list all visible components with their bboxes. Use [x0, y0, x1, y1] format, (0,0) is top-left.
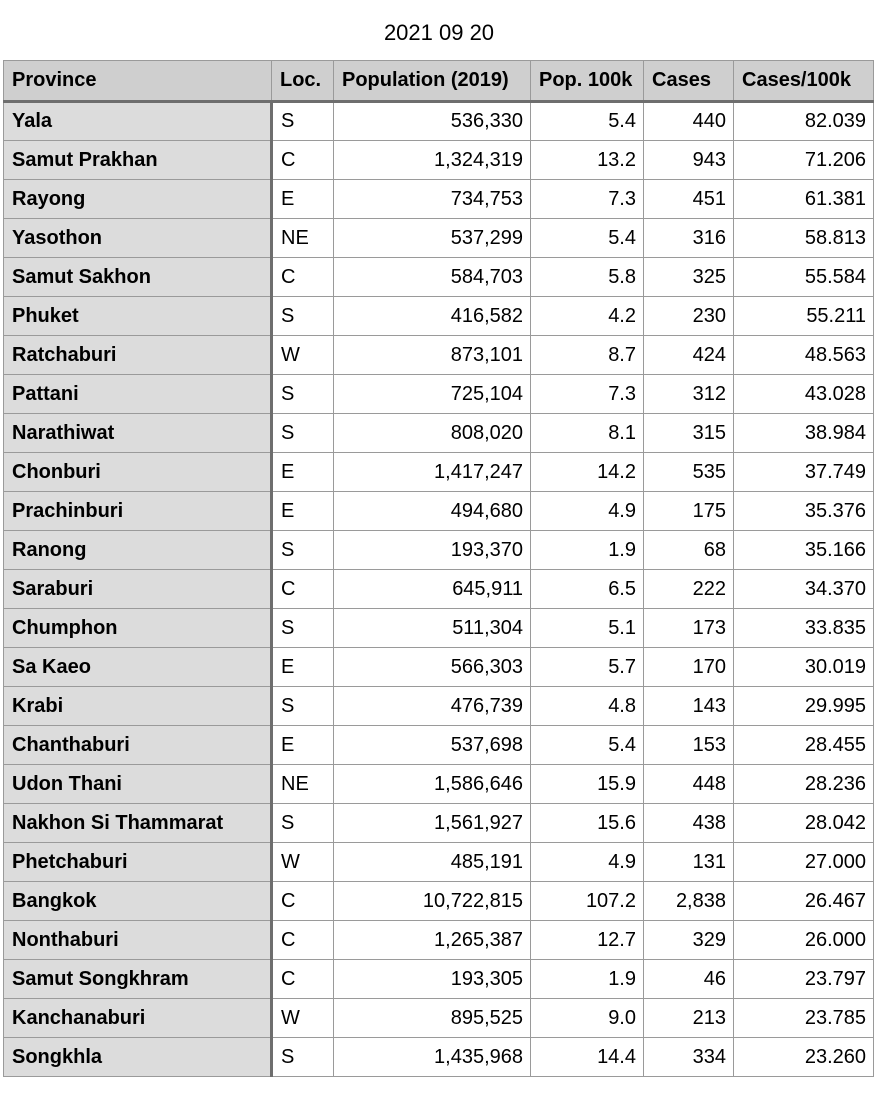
cell-cases[interactable]: 329 [644, 921, 734, 960]
cell-cases-per-100k[interactable]: 35.376 [734, 492, 874, 531]
cell-pop-100k[interactable]: 15.6 [531, 804, 644, 843]
cell-province[interactable]: Ranong [4, 531, 272, 570]
cell-population[interactable]: 895,525 [334, 999, 531, 1038]
cell-population[interactable]: 873,101 [334, 336, 531, 375]
cell-population[interactable]: 1,417,247 [334, 453, 531, 492]
cell-province[interactable]: Prachinburi [4, 492, 272, 531]
cell-location[interactable]: S [272, 687, 334, 726]
cell-population[interactable]: 485,191 [334, 843, 531, 882]
cell-location[interactable]: E [272, 492, 334, 531]
cell-cases-per-100k[interactable]: 30.019 [734, 648, 874, 687]
cell-cases[interactable]: 325 [644, 258, 734, 297]
table-row [4, 804, 874, 843]
table-row [4, 531, 874, 570]
cell-province[interactable]: Chanthaburi [4, 726, 272, 765]
table-row [4, 219, 874, 258]
table-row [4, 687, 874, 726]
cell-population[interactable]: 725,104 [334, 375, 531, 414]
cell-province[interactable]: Narathiwat [4, 414, 272, 453]
table-row [4, 882, 874, 921]
cell-pop-100k[interactable]: 1.9 [531, 531, 644, 570]
cell-cases[interactable]: 230 [644, 297, 734, 336]
cell-cases[interactable]: 312 [644, 375, 734, 414]
cell-population[interactable]: 734,753 [334, 180, 531, 219]
cell-cases-per-100k[interactable]: 35.166 [734, 531, 874, 570]
cell-cases-per-100k[interactable]: 34.370 [734, 570, 874, 609]
cell-pop-100k[interactable]: 14.4 [531, 1038, 644, 1077]
table-row [4, 297, 874, 336]
cell-province[interactable]: Saraburi [4, 570, 272, 609]
cell-province[interactable]: Phetchaburi [4, 843, 272, 882]
cell-province[interactable]: Phuket [4, 297, 272, 336]
cell-location[interactable]: S [272, 102, 334, 141]
cell-province[interactable]: Samut Sakhon [4, 258, 272, 297]
header-population[interactable]: Population (2019) [334, 61, 531, 102]
cell-cases-per-100k[interactable]: 43.028 [734, 375, 874, 414]
table-row [4, 336, 874, 375]
cell-cases-per-100k[interactable]: 27.000 [734, 843, 874, 882]
cell-cases-per-100k[interactable]: 37.749 [734, 453, 874, 492]
table-row [4, 648, 874, 687]
cell-population[interactable]: 1,561,927 [334, 804, 531, 843]
cell-province[interactable]: Pattani [4, 375, 272, 414]
header-location[interactable]: Loc. [272, 61, 334, 102]
cell-cases-per-100k[interactable]: 28.236 [734, 765, 874, 804]
cell-cases-per-100k[interactable]: 29.995 [734, 687, 874, 726]
cell-pop-100k[interactable]: 8.1 [531, 414, 644, 453]
table-header [4, 61, 874, 102]
header-cases-per-100k[interactable]: Cases/100k [734, 61, 874, 102]
cell-location[interactable]: S [272, 414, 334, 453]
cell-cases-per-100k[interactable]: 28.455 [734, 726, 874, 765]
table-row [4, 999, 874, 1038]
table-row [4, 765, 874, 804]
cell-location[interactable]: E [272, 180, 334, 219]
cell-population[interactable]: 10,722,815 [334, 882, 531, 921]
cell-pop-100k[interactable]: 5.4 [531, 726, 644, 765]
table-row [4, 102, 874, 141]
cell-population[interactable]: 416,582 [334, 297, 531, 336]
cell-province[interactable]: Udon Thani [4, 765, 272, 804]
cell-province[interactable]: Yala [4, 102, 272, 141]
table-row [4, 921, 874, 960]
cell-province[interactable]: Nakhon Si Thammarat [4, 804, 272, 843]
cell-pop-100k[interactable]: 7.3 [531, 180, 644, 219]
cell-cases[interactable]: 943 [644, 141, 734, 180]
cell-pop-100k[interactable]: 5.8 [531, 258, 644, 297]
cell-cases[interactable]: 315 [644, 414, 734, 453]
cell-population[interactable]: 566,303 [334, 648, 531, 687]
cell-population[interactable]: 511,304 [334, 609, 531, 648]
cell-province[interactable]: Rayong [4, 180, 272, 219]
header-province[interactable]: Province [4, 61, 272, 102]
cell-population[interactable]: 193,370 [334, 531, 531, 570]
table-row [4, 414, 874, 453]
table-row [4, 258, 874, 297]
cell-population[interactable]: 476,739 [334, 687, 531, 726]
cell-cases-per-100k[interactable]: 48.563 [734, 336, 874, 375]
cell-pop-100k[interactable]: 13.2 [531, 141, 644, 180]
cell-cases[interactable]: 448 [644, 765, 734, 804]
cell-pop-100k[interactable]: 5.4 [531, 102, 644, 141]
table-row [4, 843, 874, 882]
cell-location[interactable]: NE [272, 219, 334, 258]
cell-location[interactable]: E [272, 648, 334, 687]
cell-cases[interactable]: 213 [644, 999, 734, 1038]
cell-location[interactable]: W [272, 336, 334, 375]
cell-location[interactable]: S [272, 609, 334, 648]
cell-cases[interactable]: 424 [644, 336, 734, 375]
cell-population[interactable]: 537,698 [334, 726, 531, 765]
cell-location[interactable]: NE [272, 765, 334, 804]
cell-cases[interactable]: 153 [644, 726, 734, 765]
table-row [4, 726, 874, 765]
table-row [4, 375, 874, 414]
data-table [3, 60, 874, 1077]
cell-location[interactable]: C [272, 960, 334, 999]
cell-pop-100k[interactable]: 6.5 [531, 570, 644, 609]
cell-province[interactable]: Bangkok [4, 882, 272, 921]
cell-population[interactable]: 808,020 [334, 414, 531, 453]
cell-cases[interactable]: 173 [644, 609, 734, 648]
cell-cases[interactable]: 131 [644, 843, 734, 882]
table-row [4, 570, 874, 609]
cell-cases-per-100k[interactable]: 26.467 [734, 882, 874, 921]
cell-pop-100k[interactable]: 5.1 [531, 609, 644, 648]
cell-pop-100k[interactable]: 107.2 [531, 882, 644, 921]
table-row [4, 1038, 874, 1077]
cell-province[interactable]: Krabi [4, 687, 272, 726]
cell-cases[interactable]: 170 [644, 648, 734, 687]
cell-location[interactable]: S [272, 375, 334, 414]
cell-province[interactable]: Yasothon [4, 219, 272, 258]
cell-pop-100k[interactable]: 5.4 [531, 219, 644, 258]
cell-pop-100k[interactable]: 15.9 [531, 765, 644, 804]
cell-cases-per-100k[interactable]: 71.206 [734, 141, 874, 180]
cell-location[interactable]: S [272, 804, 334, 843]
cell-population[interactable]: 1,435,968 [334, 1038, 531, 1077]
cell-location[interactable]: E [272, 453, 334, 492]
cell-province[interactable]: Sa Kaeo [4, 648, 272, 687]
cell-province[interactable]: Chumphon [4, 609, 272, 648]
cell-cases[interactable]: 535 [644, 453, 734, 492]
cell-population[interactable]: 494,680 [334, 492, 531, 531]
cell-pop-100k[interactable]: 4.8 [531, 687, 644, 726]
cell-cases-per-100k[interactable]: 23.785 [734, 999, 874, 1038]
cell-cases[interactable]: 46 [644, 960, 734, 999]
cell-cases-per-100k[interactable]: 58.813 [734, 219, 874, 258]
cell-cases[interactable]: 222 [644, 570, 734, 609]
cell-cases-per-100k[interactable]: 33.835 [734, 609, 874, 648]
table-body [4, 102, 874, 1077]
cell-cases[interactable]: 334 [644, 1038, 734, 1077]
cell-location[interactable]: S [272, 297, 334, 336]
cell-cases-per-100k[interactable]: 38.984 [734, 414, 874, 453]
cell-population[interactable]: 193,305 [334, 960, 531, 999]
header-row [4, 61, 874, 102]
cell-cases-per-100k[interactable]: 26.000 [734, 921, 874, 960]
cell-population[interactable]: 1,324,319 [334, 141, 531, 180]
cell-cases[interactable]: 440 [644, 102, 734, 141]
cell-province[interactable]: Nonthaburi [4, 921, 272, 960]
cell-cases[interactable]: 316 [644, 219, 734, 258]
cell-location[interactable]: S [272, 531, 334, 570]
cell-cases[interactable]: 451 [644, 180, 734, 219]
table-row [4, 453, 874, 492]
cell-population[interactable]: 584,703 [334, 258, 531, 297]
cell-pop-100k[interactable]: 14.2 [531, 453, 644, 492]
cell-province[interactable]: Ratchaburi [4, 336, 272, 375]
cell-pop-100k[interactable]: 4.9 [531, 492, 644, 531]
cell-location[interactable]: C [272, 921, 334, 960]
sheet-title: 2021 09 20 [383, 20, 495, 45]
cell-location[interactable]: C [272, 882, 334, 921]
cell-pop-100k[interactable]: 4.2 [531, 297, 644, 336]
cell-cases-per-100k[interactable]: 55.584 [734, 258, 874, 297]
cell-cases-per-100k[interactable]: 23.797 [734, 960, 874, 999]
cell-pop-100k[interactable]: 8.7 [531, 336, 644, 375]
cell-population[interactable]: 1,265,387 [334, 921, 531, 960]
table-row [4, 609, 874, 648]
cell-population[interactable]: 537,299 [334, 219, 531, 258]
table-row [4, 960, 874, 999]
table-row [4, 141, 874, 180]
cell-location[interactable]: E [272, 726, 334, 765]
cell-cases-per-100k[interactable]: 23.260 [734, 1038, 874, 1077]
cell-location[interactable]: W [272, 999, 334, 1038]
cell-cases[interactable]: 68 [644, 531, 734, 570]
table-row [4, 492, 874, 531]
cell-cases[interactable]: 143 [644, 687, 734, 726]
cell-cases-per-100k[interactable]: 82.039 [734, 102, 874, 141]
cell-pop-100k[interactable]: 12.7 [531, 921, 644, 960]
cell-province[interactable]: Chonburi [4, 453, 272, 492]
cell-population[interactable]: 645,911 [334, 570, 531, 609]
cell-pop-100k[interactable]: 5.7 [531, 648, 644, 687]
cell-province[interactable]: Samut Prakhan [4, 141, 272, 180]
cell-pop-100k[interactable]: 7.3 [531, 375, 644, 414]
cell-cases[interactable]: 2,838 [644, 882, 734, 921]
cell-pop-100k[interactable]: 1.9 [531, 960, 644, 999]
cell-location[interactable]: W [272, 843, 334, 882]
header-pop-100k[interactable]: Pop. 100k [531, 61, 644, 102]
table-row [4, 180, 874, 219]
cell-location[interactable]: C [272, 570, 334, 609]
cell-cases[interactable]: 438 [644, 804, 734, 843]
cell-population[interactable]: 536,330 [334, 102, 531, 141]
cell-cases-per-100k[interactable]: 61.381 [734, 180, 874, 219]
cell-cases[interactable]: 175 [644, 492, 734, 531]
cell-population[interactable]: 1,586,646 [334, 765, 531, 804]
cell-location[interactable]: C [272, 258, 334, 297]
cell-location[interactable]: C [272, 141, 334, 180]
cell-pop-100k[interactable]: 9.0 [531, 999, 644, 1038]
cell-cases-per-100k[interactable]: 55.211 [734, 297, 874, 336]
cell-province[interactable]: Kanchanaburi [4, 999, 272, 1038]
cell-pop-100k[interactable]: 4.9 [531, 843, 644, 882]
cell-province[interactable]: Samut Songkhram [4, 960, 272, 999]
header-cases[interactable]: Cases [644, 61, 734, 102]
cell-location[interactable]: S [272, 1038, 334, 1077]
cell-cases-per-100k[interactable]: 28.042 [734, 804, 874, 843]
cell-province[interactable]: Songkhla [4, 1038, 272, 1077]
